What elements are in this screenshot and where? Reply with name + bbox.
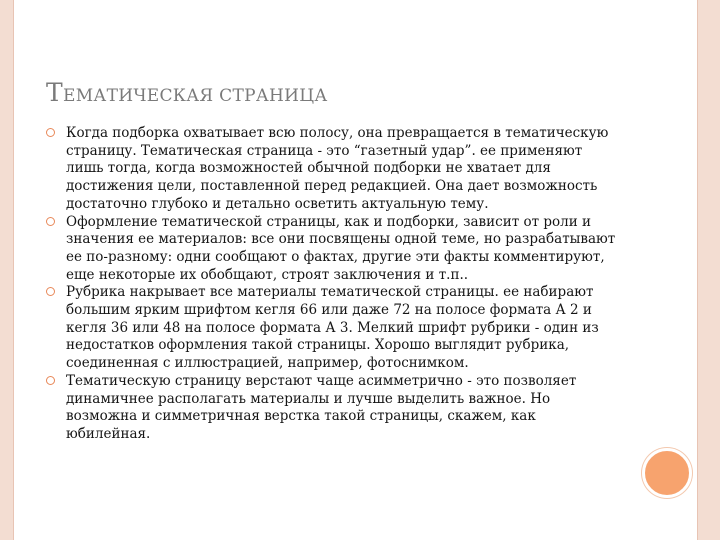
- slide: [13, 0, 698, 540]
- slide-title-first-letter: Т: [46, 78, 63, 107]
- bullet-item: [46, 373, 618, 444]
- bullet-text: Оформление тематической страницы, как и подборки, зависит от роли и значения ее материалов: все они посвящены одной теме, но разрабатывают ее по-разному: одни сообщают о фактах, другие эти факты комментируют, еще некоторые их обобщают, строят заключения и т.п..: [66, 213, 616, 283]
- bullet-circle-icon: [46, 376, 55, 385]
- bullet-circle-icon: [46, 217, 55, 226]
- bullet-text: Когда подборка охватывает всю полосу, она превращается в тематическую страницу. Тематическая страница - это “газетный удар”. ее применяют лишь тогда, когда возможностей обычной подборки не хватает для достижения цели, поставленной перед редакцией. Она дает возможность достаточно глубоко и детально осветить актуальную тему.: [66, 125, 609, 212]
- slide-title: [46, 78, 328, 107]
- bullet-item: [46, 125, 618, 214]
- bullet-item: [46, 214, 618, 285]
- bullet-circle-icon: [46, 128, 55, 137]
- decorative-circle-icon: [642, 448, 692, 498]
- slide-title-rest: ЕМАТИЧЕСКАЯ СТРАНИЦА: [62, 86, 328, 106]
- bullet-item: [46, 284, 618, 373]
- bullet-list: [46, 125, 618, 444]
- bullet-circle-icon: [46, 287, 55, 296]
- bullet-text: Тематическую страницу верстают чаще асимметрично - это позволяет динамичнее располагать материалы и лучше выделить важное. Но возможна и симметричная верстка такой страницы, скажем, как юбилейная.: [66, 372, 577, 442]
- bullet-text: Рубрика накрывает все материалы тематической страницы. ее набирают большим ярким шрифтом кегля 66 или даже 72 на полосе формата А 2 и кегля 36 или 48 на полосе формата А 3. Мелкий шрифт рубрики - один из недостатков оформления такой страницы. Хорошо выглядит рубрика, соединенная с иллюстрацией, например, фотоснимком.: [66, 284, 599, 372]
